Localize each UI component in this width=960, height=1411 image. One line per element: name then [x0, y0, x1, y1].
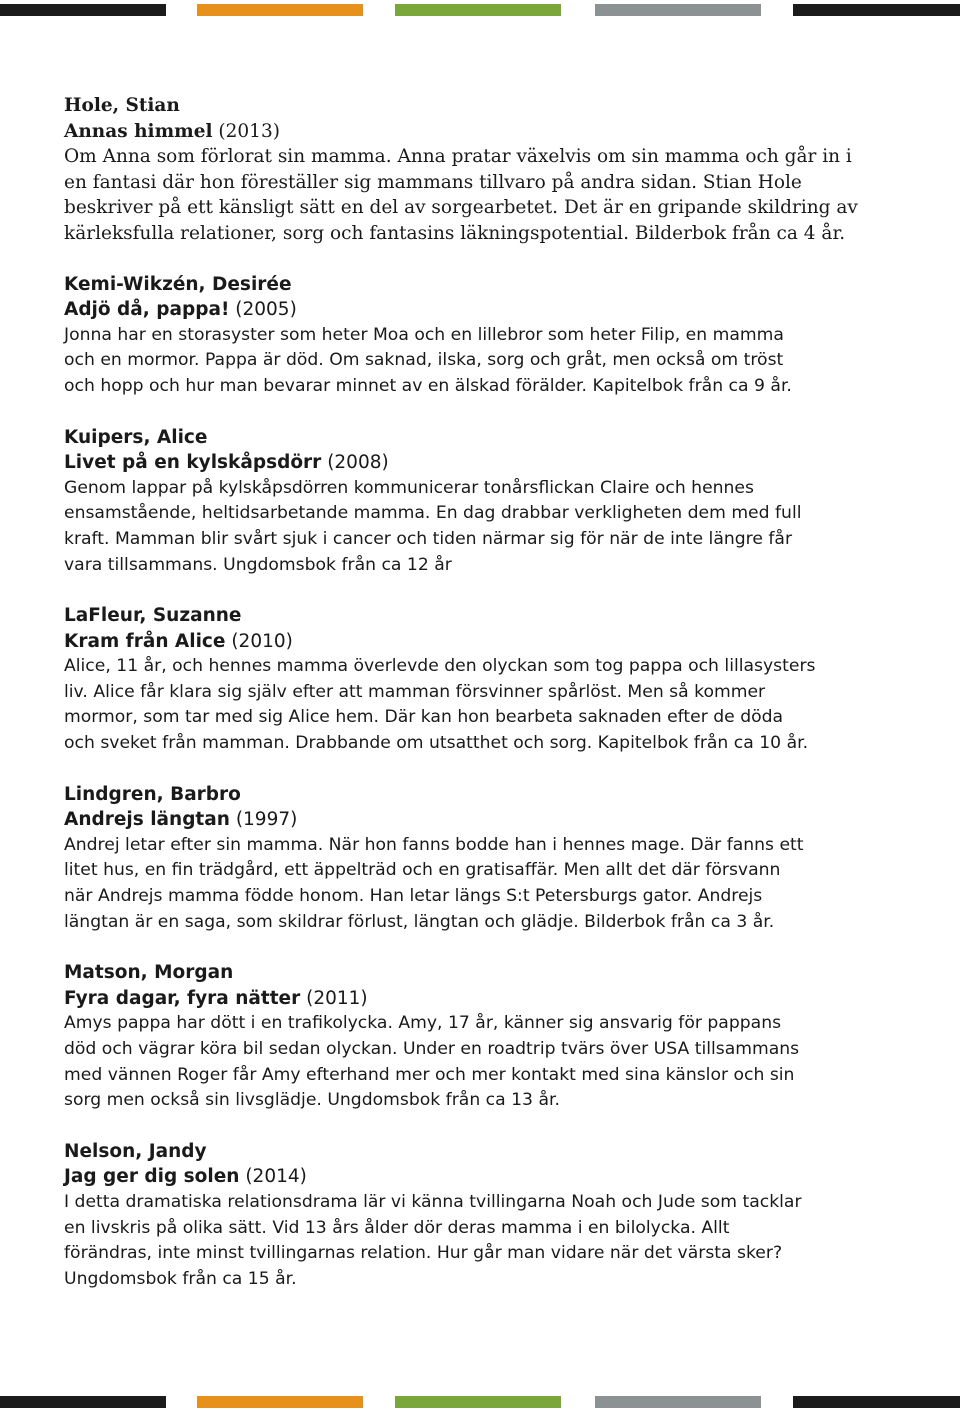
- book-title: Livet på en kylskåpsdörr: [64, 452, 322, 474]
- description-line: I detta dramatiska relationsdrama lär vi känna tvillingarna Noah och Jude som tacklar: [64, 1191, 802, 1212]
- author: Nelson, Jandy: [64, 1140, 207, 1162]
- top-bar-green: [395, 4, 561, 16]
- top-bar-black: [0, 4, 166, 16]
- description-line: kraft. Mamman blir svårt sjuk i cancer och tiden närmar sig för när de inte längre får: [64, 528, 793, 549]
- description-line: Amys pappa har dött i en trafikolycka. Amy, 17 år, känner sig ansvarig för pappans: [64, 1013, 782, 1034]
- book-entry-lindgren: [64, 782, 884, 936]
- description-line: sorg men också sin livsglädje. Ungdomsbok från ca 13 år.: [64, 1090, 560, 1111]
- bottom-bar-black-right: [793, 1396, 960, 1408]
- description-line: Andrej letar efter sin mamma. När hon fanns bodde han i hennes mage. Där fanns ett: [64, 834, 804, 855]
- author: Kuipers, Alice: [64, 426, 208, 448]
- book-entry-nelson: [64, 1139, 884, 1293]
- author: Kemi-Wikzén, Desirée: [64, 273, 292, 295]
- description-line: Alice, 11 år, och hennes mamma överlevde den olyckan som tog pappa och lillasysters: [64, 656, 816, 677]
- book-year: (2008): [321, 452, 389, 474]
- book-list: [64, 93, 884, 1317]
- top-bar-gray: [595, 4, 761, 16]
- description-line: litet hus, en fin trädgård, ett äppelträd och en gratisaffär. Men allt det där försvann: [64, 860, 781, 881]
- description-line: en livskris på olika sätt. Vid 13 års ålder dör deras mamma i en bilolycka. Allt: [64, 1217, 730, 1238]
- description-line: och hopp och hur man bevarar minnet av en älskad förälder. Kapitelbok från ca 9 år.: [64, 375, 792, 396]
- description-line: beskriver på ett känsligt sätt en del av sorgearbetet. Det är en gripande skildring av: [64, 197, 858, 219]
- bottom-bar-orange: [197, 1396, 363, 1408]
- description-line: förändras, inte minst tvillingarnas relation. Hur går man vidare när det värsta sker?: [64, 1243, 783, 1264]
- description-line: liv. Alice får klara sig själv efter att mamman försvinner spårlöst. Men så kommer: [64, 681, 766, 702]
- bottom-bar-black: [0, 1396, 166, 1408]
- book-entry-hole: [64, 93, 884, 247]
- book-entry-kemi-wikzen: [64, 272, 884, 400]
- description-line: Ungdomsbok från ca 15 år.: [64, 1268, 297, 1289]
- book-year: (2011): [300, 987, 368, 1009]
- description-line: och sveket från mamman. Drabbande om utsatthet och sorg. Kapitelbok från ca 10 år.: [64, 733, 809, 754]
- description-line: en fantasi där hon föreställer sig mammans tillvaro på andra sidan. Stian Hole: [64, 171, 802, 193]
- author: Lindgren, Barbro: [64, 783, 241, 805]
- book-title: Jag ger dig solen: [64, 1166, 240, 1188]
- description-line: ensamstående, heltidsarbetande mamma. En dag drabbar verkligheten dem med full: [64, 503, 802, 524]
- book-title: Annas himmel: [64, 120, 213, 142]
- bottom-bar-green: [395, 1396, 561, 1408]
- author: Matson, Morgan: [64, 962, 234, 984]
- description-line: med vännen Roger får Amy efterhand mer och mer kontakt med sina känslor och sin: [64, 1064, 795, 1085]
- book-entry-kuipers: [64, 425, 884, 579]
- description-line: mormor, som tar med sig Alice hem. Där kan hon bearbeta saknaden efter de döda: [64, 707, 784, 728]
- description-line: vara tillsammans. Ungdomsbok från ca 12 år: [64, 554, 452, 575]
- top-bar-black-right: [793, 4, 960, 16]
- bottom-bar-gray: [595, 1396, 761, 1408]
- description-line: och en mormor. Pappa är död. Om saknad, ilska, sorg och gråt, men också om tröst: [64, 350, 784, 371]
- book-title: Kram från Alice: [64, 630, 226, 652]
- description-line: när Andrejs mamma födde honom. Han letar längs S:t Petersburgs gator. Andrejs: [64, 886, 763, 907]
- book-year: (2013): [212, 120, 280, 142]
- author: LaFleur, Suzanne: [64, 605, 242, 627]
- book-entry-lafleur: [64, 603, 884, 757]
- author: Hole, Stian: [64, 95, 180, 116]
- description-line: kärleksfulla relationer, sorg och fantasins läkningspotential. Bilderbok från ca 4 år.: [64, 222, 846, 244]
- description-line: Jonna har en storasyster som heter Moa och en lillebror som heter Filip, en mamma: [64, 324, 784, 345]
- top-color-bar: [0, 4, 960, 18]
- bottom-color-bar: [0, 1396, 960, 1410]
- top-bar-orange: [197, 4, 363, 16]
- book-title: Andrejs längtan: [64, 809, 230, 831]
- book-year: (2010): [225, 630, 293, 652]
- description-line: Genom lappar på kylskåpsdörren kommunicerar tonårsflickan Claire och hennes: [64, 477, 754, 498]
- book-year: (1997): [229, 809, 298, 831]
- book-title: Adjö då, pappa!: [64, 299, 230, 321]
- description-line: längtan är en saga, som skildrar förlust, längtan och glädje. Bilderbok från ca 3 år.: [64, 911, 775, 932]
- book-entry-matson: [64, 960, 884, 1114]
- book-year: (2014): [239, 1166, 307, 1188]
- book-year: (2005): [229, 299, 297, 321]
- description-line: död och vägrar köra bil sedan olyckan. Under en roadtrip tvärs över USA tillsammans: [64, 1039, 800, 1059]
- description-line: Om Anna som förlorat sin mamma. Anna pratar växelvis om sin mamma och går in i: [64, 146, 852, 168]
- book-title: Fyra dagar, fyra nätter: [64, 987, 301, 1009]
